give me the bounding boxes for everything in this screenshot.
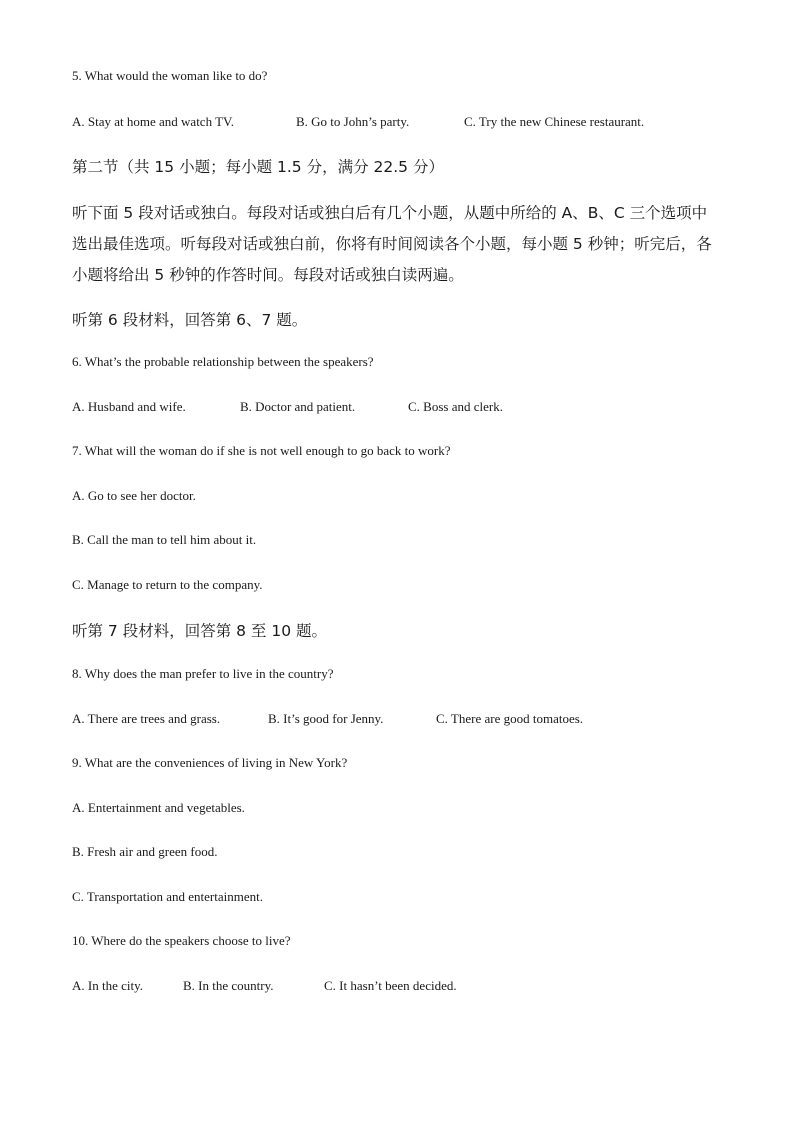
section-2-instructions-line-2: 选出最佳选项。听每段对话或独白前，你将有时间阅读各个小题，每小题 5 秒钟；听完后，各: [72, 235, 712, 253]
question-8-stem: 8. Why does the man prefer to live in the country?: [72, 666, 334, 681]
question-6-stem: 6. What’s the probable relationship between the speakers?: [72, 354, 374, 369]
question-7-stem: 7. What will the woman do if she is not well enough to go back to work?: [72, 443, 451, 458]
question-8-option-a: A. There are trees and grass.: [72, 711, 221, 726]
question-5-option-b: B. Go to John’s party.: [296, 114, 410, 129]
passage-6-heading: 听第 6 段材料，回答第 6、7 题。: [72, 311, 308, 329]
question-9-option-c: C. Transportation and entertainment.: [72, 889, 264, 904]
question-5-stem: 5. What would the woman like to do?: [72, 68, 268, 83]
question-7-option-c: C. Manage to return to the company.: [72, 577, 263, 592]
question-10-option-c: C. It hasn’t been decided.: [324, 978, 457, 993]
question-8-option-b: B. It’s good for Jenny.: [268, 711, 384, 726]
question-8-option-c: C. There are good tomatoes.: [436, 711, 584, 726]
section-2-instructions-line-1: 听下面 5 段对话或独白。每段对话或独白后有几个小题，从题中所给的 A、B、C 三个选项中: [72, 204, 708, 222]
question-10-stem: 10. Where do the speakers choose to live?: [72, 933, 291, 948]
question-9-stem: 9. What are the conveniences of living in New York?: [72, 755, 348, 770]
passage-7-heading: 听第 7 段材料，回答第 8 至 10 题。: [72, 622, 328, 640]
question-7-option-a: A. Go to see her doctor.: [72, 488, 196, 503]
question-9-option-b: B. Fresh air and green food.: [72, 844, 218, 859]
question-9-option-a: A. Entertainment and vegetables.: [72, 800, 245, 815]
question-6-option-b: B. Doctor and patient.: [240, 399, 356, 414]
question-5-option-a: A. Stay at home and watch TV.: [72, 114, 234, 129]
section-2-instructions-line-3: 小题将给出 5 秒钟的作答时间。每段对话或独白读两遍。: [72, 266, 464, 284]
question-5-option-c: C. Try the new Chinese restaurant.: [464, 114, 645, 129]
question-6-option-a: A. Husband and wife.: [72, 399, 186, 414]
question-6-option-c: C. Boss and clerk.: [408, 399, 503, 414]
question-10-option-a: A. In the city.: [72, 978, 143, 993]
question-10-option-b: B. In the country.: [183, 978, 274, 993]
question-7-option-b: B. Call the man to tell him about it.: [72, 532, 257, 547]
section-2-title: 第二节（共 15 小题；每小题 1.5 分，满分 22.5 分）: [72, 158, 444, 176]
